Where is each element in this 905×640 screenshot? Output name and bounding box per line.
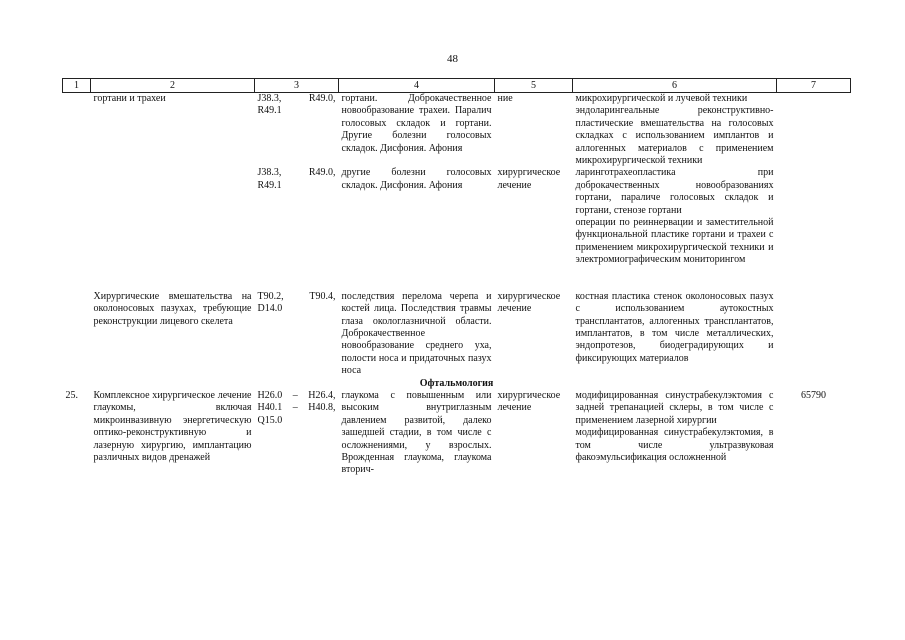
cost	[777, 167, 851, 266]
table-row	[63, 167, 851, 266]
row-number	[63, 93, 91, 168]
column-number: 5	[495, 79, 573, 93]
column-number: 6	[573, 79, 777, 93]
treatment-methods	[573, 390, 777, 477]
procedure-name	[91, 167, 255, 266]
patient-model: другие болезни голосовых складок. Дисфония. Афония	[341, 167, 492, 191]
procedure-name: Комплексное хирургическое лечение глаукомы, включая микроинвазивную энергетическую оптико-реконструктивную и лазерную хирургию, имплантацию различных видов дренажей	[93, 389, 252, 463]
method-item: ларинготрахеопластика при доброкачественных новообразованиях гортани, параличе голосовых складок и гортани, стенозе гортани	[575, 167, 774, 216]
column-number: 3	[255, 79, 339, 93]
section-row	[63, 378, 851, 390]
method-item: модифицированная синустрабекулэктомия с задней трепанацией склеры, в том числе с применением лазерной хирургии	[575, 389, 774, 426]
page-number: 48	[447, 53, 458, 65]
icd-codes: J38.3, R49.0, R49.1	[257, 93, 336, 117]
treatment-methods	[573, 93, 777, 168]
icd-codes: J38.3, R49.0, R49.1	[257, 167, 336, 191]
treatment-type: хирургическое лечение	[497, 389, 561, 414]
treatment-type: хирургическое лечение	[497, 290, 561, 315]
table-row	[63, 93, 851, 168]
column-number: 4	[339, 79, 495, 93]
row-number	[63, 167, 91, 266]
icd-codes: T90.2, T90.4, D14.0	[257, 290, 336, 315]
row-number: 25.	[65, 389, 78, 401]
cost	[777, 267, 851, 378]
procedure-name: Хирургические вмешательства на околоносовых пазухах, требующие реконструкции лицевого скелета	[93, 290, 252, 327]
method-item: операции по реиннервации и заместительной функциональной пластике гортани и трахеи с применением микрохирургической техники и электромиографическим мониторингом	[575, 217, 774, 266]
method-item: модифицированная синустрабекулэктомия, в том числе ультразвуковая факоэмульсификация осложненной	[575, 427, 774, 463]
icd-codes: H26.0 – H26.4, H40.1 – H40.8, Q15.0	[257, 389, 336, 426]
column-number-row	[63, 79, 851, 93]
procedures-table	[62, 78, 851, 477]
row-number	[63, 267, 91, 378]
patient-model: последствия перелома черепа и костей лица. Последствия травмы глаза окологлазничной области. Доброкачественное новообразование среднего уха, полости носа и придаточных пазух носа	[341, 290, 492, 377]
patient-model: гортани. Доброкачественное новообразование трахеи. Паралич голосовых складок и гортани. Другие болезни голосовых складок. Дисфония. Афония	[341, 93, 492, 154]
table-row	[63, 267, 851, 378]
cost: 65790	[801, 389, 826, 401]
treatment-methods	[573, 267, 777, 378]
section-title: Офтальмология	[419, 377, 494, 389]
treatment-type: хирургическое лечение	[497, 167, 561, 191]
column-number: 1	[63, 79, 91, 93]
method-item: микрохирургической и лучевой техники	[575, 93, 748, 104]
method-item: костная пластика стенок околоносовых пазух с использованием аутокостных трансплантатов, аллогенных трансплантатов, имплантатов, в том числе металлических, эндопротезов, биодеградирующих и фиксирующих материалов	[575, 290, 774, 364]
table-row	[63, 390, 851, 477]
method-item: эндоларингеальные реконструктивно-пластические вмешательства на голосовых складках с использованием имплантов и аллогенных материалов с применением микрохирургической техники	[575, 105, 774, 167]
treatment-methods	[573, 167, 777, 266]
cost	[777, 93, 851, 168]
column-number: 7	[777, 79, 851, 93]
treatment-type: ние	[497, 93, 513, 104]
column-number: 2	[91, 79, 255, 93]
procedure-name: гортани и трахеи	[93, 93, 166, 104]
patient-model: глаукома с повышенным или высоким внутриглазным давлением развитой, далеко зашедшей стадии, в том числе с осложнениями, у взрослых. Врожденная глаукома, глаукома вторич-	[341, 389, 492, 476]
